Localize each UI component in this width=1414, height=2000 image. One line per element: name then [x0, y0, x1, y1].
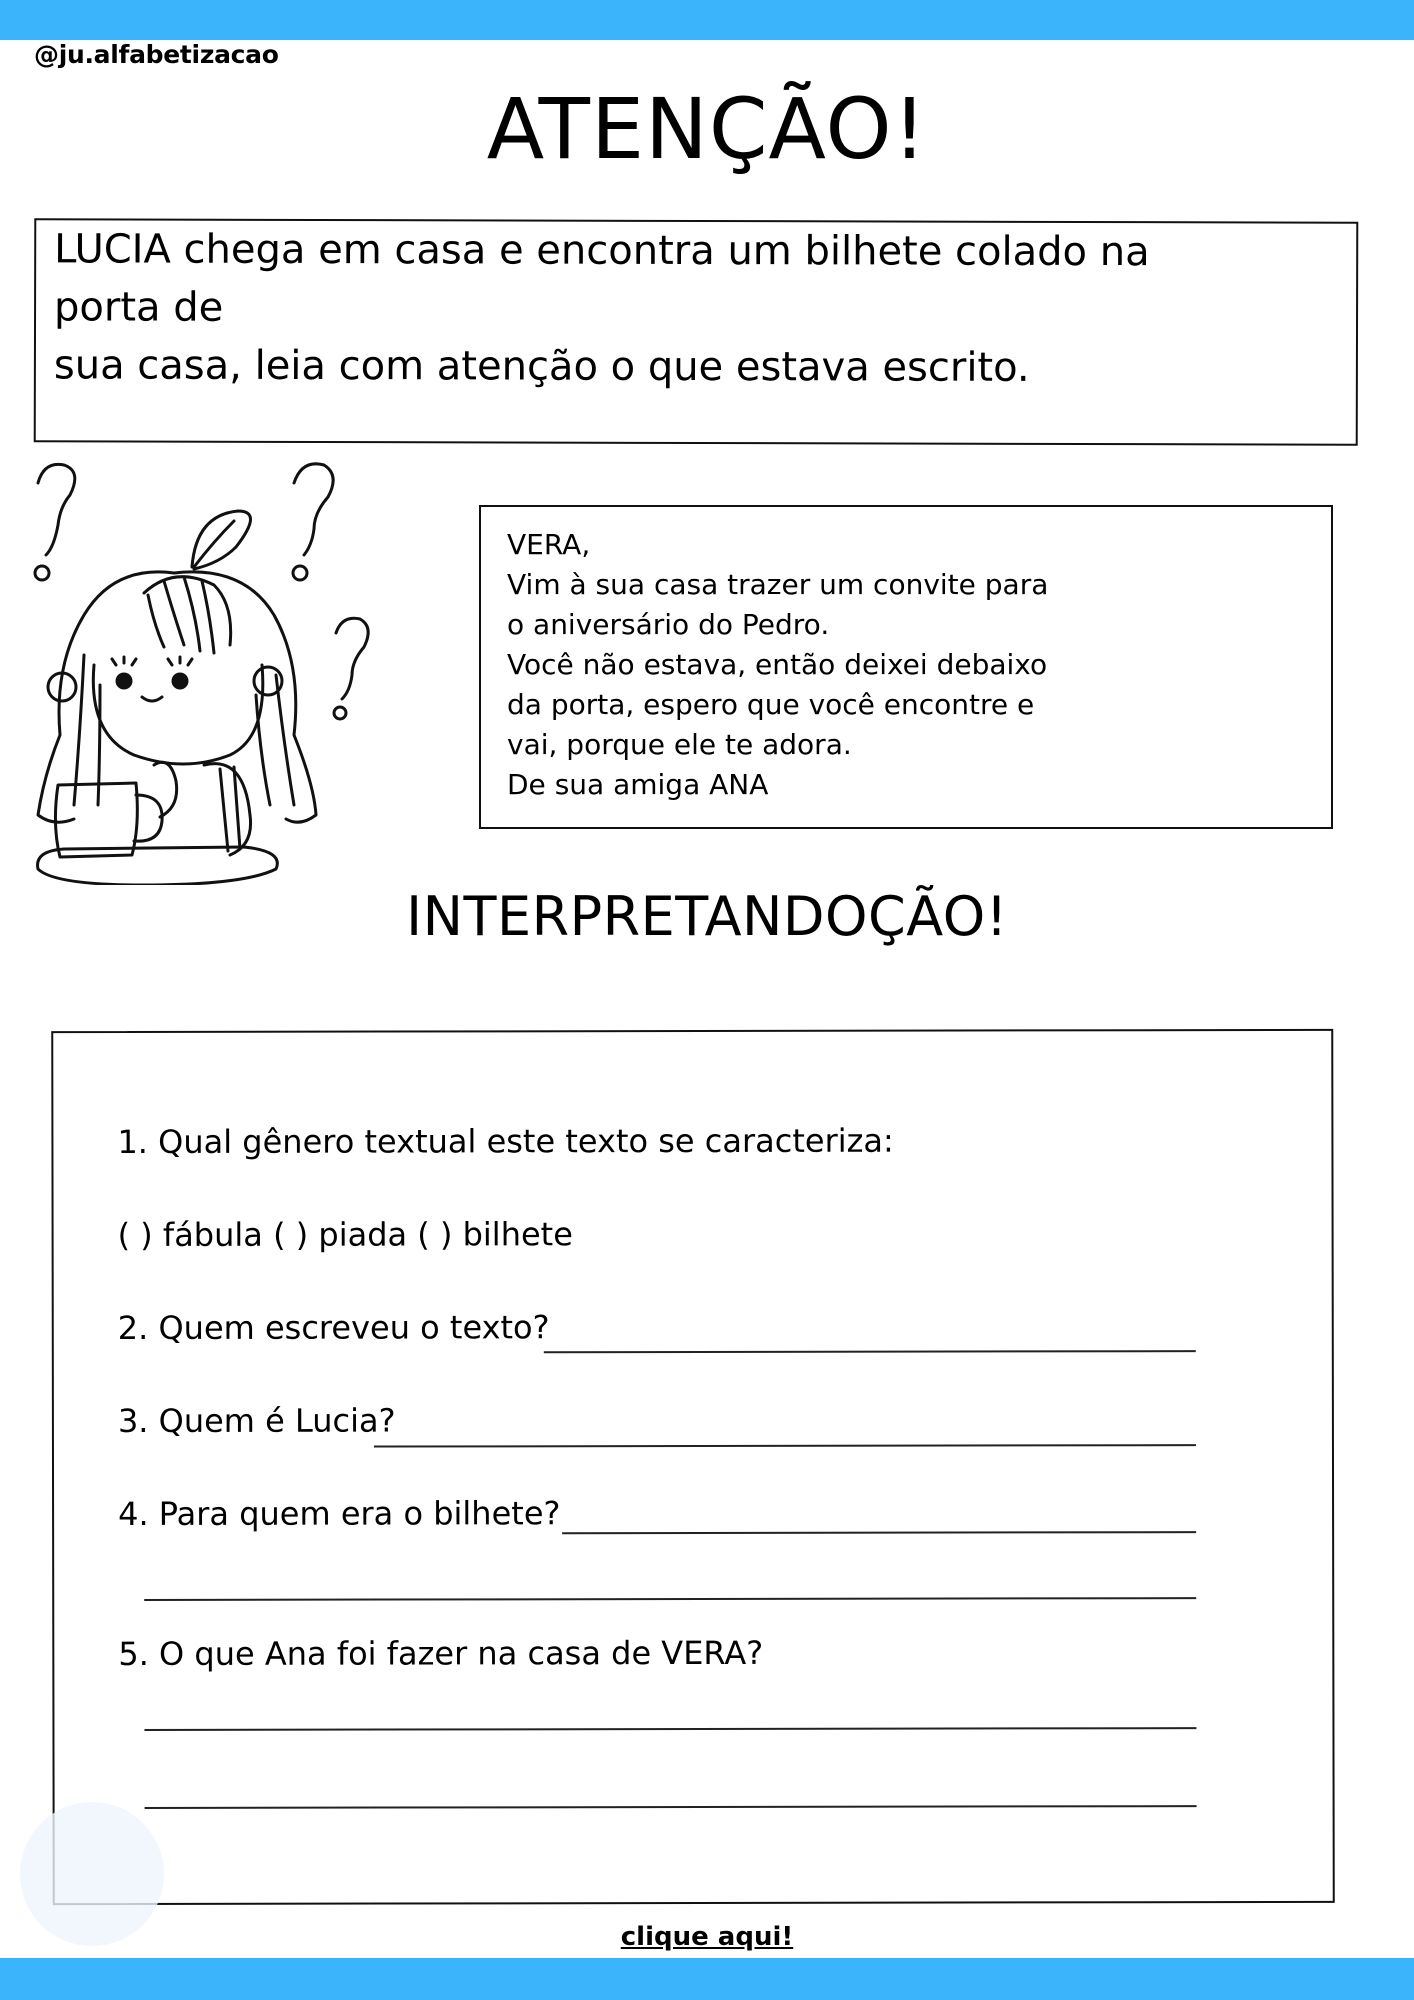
top-bar: [0, 0, 1414, 40]
intro-line: sua casa, leia com atenção o que estava escrito.: [53, 342, 1030, 391]
girl-with-mug-question-marks-icon: [24, 455, 384, 885]
bottom-bar: [0, 1958, 1414, 2000]
answer-line-4a[interactable]: [562, 1531, 1196, 1534]
note-line: De sua amiga ANA: [507, 768, 769, 801]
intro-text: [54, 220, 1336, 397]
note-line: o aniversário do Pedro.: [507, 608, 830, 641]
section-title: INTERPRETANDOÇÃO!: [406, 885, 1008, 948]
note-line: da porta, espero que você encontre e: [507, 688, 1035, 721]
answer-line-2[interactable]: [544, 1350, 1196, 1353]
page-title: ATENÇÃO!: [486, 80, 928, 178]
note-text: [507, 525, 1048, 805]
question-1: 1. Qual gênero textual este texto se caracteriza:: [117, 1121, 894, 1162]
question-4: 4. Para quem era o bilhete?: [118, 1494, 561, 1534]
answer-line-5b[interactable]: [145, 1805, 1197, 1809]
note-line: Você não estava, então deixei debaixo: [507, 648, 1048, 681]
intro-line: porta de: [54, 284, 224, 331]
note-box: [479, 505, 1333, 829]
note-line: vai, porque ele te adora.: [507, 728, 852, 761]
question-2: 2. Quem escreveu o texto?: [117, 1308, 550, 1348]
intro-line: LUCIA chega em casa e encontra um bilhete colado na: [54, 226, 1150, 276]
questions-box: [51, 1029, 1335, 1905]
question-1-options: ( ) fábula ( ) piada ( ) bilhete: [117, 1215, 573, 1255]
author-handle: @ju.alfabetizacao: [34, 40, 279, 69]
cta-link[interactable]: clique aqui!: [620, 1922, 794, 1952]
answer-line-4b[interactable]: [144, 1597, 1196, 1601]
answer-line-3[interactable]: [374, 1444, 1196, 1447]
intro-box: [34, 218, 1359, 445]
question-3: 3. Quem é Lucia?: [117, 1401, 396, 1441]
question-5: 5. O que Ana foi fazer na casa de VERA?: [118, 1633, 764, 1674]
note-line: Vim à sua casa trazer um convite para: [507, 568, 1049, 601]
answer-line-5a[interactable]: [144, 1727, 1196, 1731]
note-line: VERA,: [507, 528, 591, 561]
